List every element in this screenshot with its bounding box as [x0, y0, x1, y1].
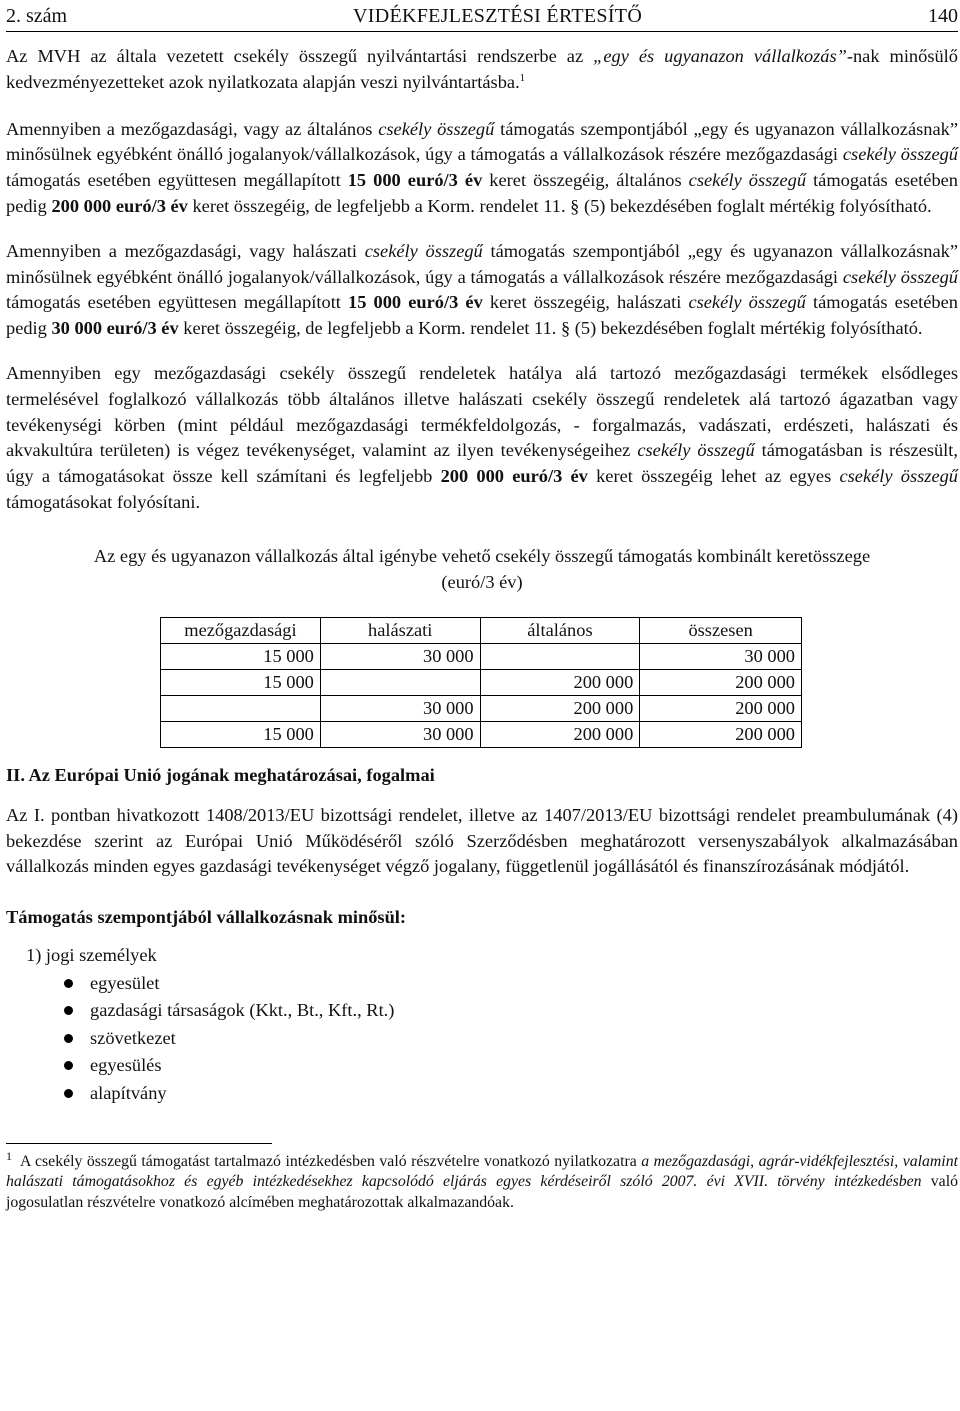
- text-run: támogatás esetében együttesen megállapított: [6, 292, 349, 313]
- table-cell: 15 000: [161, 721, 321, 747]
- emphasis-run: csekély összegű: [637, 440, 755, 461]
- page-number: 140: [928, 5, 958, 27]
- text-run: Az MVH az általa vezetett csekély összegű nyilvántartási rendszerbe az: [6, 46, 594, 66]
- table-cell: 30 000: [640, 643, 802, 669]
- text-run: keret összegéig, általános: [482, 170, 689, 191]
- table-cell: 200 000: [480, 695, 640, 721]
- paragraph-combined: [6, 361, 958, 516]
- table-header-row: [161, 617, 802, 643]
- table-cell: [480, 643, 640, 669]
- text-run: Amennyiben egy mezőgazdasági csekély összegű rendeletek hatálya alá tartozó mezőgazdasági termékek elsődleges termelésével foglalkozó vállalkozás több általános illetve halászati csekély összegű rendeletek alá tartozó ágazatban vagy tevékenységi körben (mint például mezőgazdasági termékfeldolgozás, - forgalmazás, vadászati, erdészeti, halászati és akvakultúra területen) is végez tevékenységet, valamint az ilyen tevékenységeihez: [6, 362, 958, 461]
- text-run: való jogosulatlan részvételre vonatkozó alcímében meghatározottak alkalmazandóak.: [6, 1173, 958, 1211]
- list-item-label: gazdasági társaságok (Kkt., Bt., Kft., Rt.): [90, 1000, 395, 1021]
- table-cell: 15 000: [161, 643, 321, 669]
- text-run: keret összegéig, de legfeljebb a Korm. rendelet 11. § (5) bekezdésében foglalt mértékig folyósítható.: [178, 318, 923, 339]
- table-cell: 200 000: [640, 695, 802, 721]
- list-item: [64, 1025, 958, 1053]
- bold-amount: 15 000 euró/3 év: [347, 170, 483, 191]
- text-run: támogatás szempontjából „egy és ugyanazon vállalkozásnak” minősülnek egyébként önálló jogalanyok/vállalkozások, úgy a támogatás a vállalkozások részére mezőgazdasági: [6, 118, 958, 165]
- table-cell: [320, 669, 480, 695]
- table-cell: 30 000: [320, 721, 480, 747]
- intro-paragraph: [6, 44, 958, 96]
- text-run: támogatás esetében együttesen megállapított: [6, 170, 348, 191]
- table-cell: 200 000: [480, 721, 640, 747]
- table-cell: 30 000: [320, 695, 480, 721]
- emphasis-run: a mezőgazdasági, agrár-vidékfejlesztési, valamint halászati támogatásokhoz és egyéb intézkedésekhez kapcsolódó eljárás egyes kérdéseiről szóló 2007. évi XVII. törvény intézkedésben: [6, 1153, 958, 1191]
- table-row: [161, 643, 802, 669]
- bullet-icon: [64, 1061, 73, 1070]
- combined-limit-table: [160, 617, 802, 748]
- bold-amount: 30 000 euró/3 év: [51, 318, 179, 339]
- entity-bullet-list: [6, 970, 958, 1108]
- table-cell: [161, 695, 321, 721]
- table-cell: 30 000: [320, 643, 480, 669]
- list-item: [64, 970, 958, 998]
- table-row: [161, 721, 802, 747]
- emphasis-run: csekély összegű: [842, 144, 958, 165]
- paragraph-eu-definition: Az I. pontban hivatkozott 1408/2013/EU bizottsági rendelet, illetve az 1407/2013/EU bizottsági rendelet preambulumának (4) bekezdése szerint az Európai Unió Működéséről szóló Szerződésben meghatározott versenyszabályok alkalmazásában vállalkozás minden egyes gazdasági tevékenységet végző jogalany, függetlenül jogállásától és finanszírozásának módjától.: [6, 804, 958, 877]
- bold-amount: 200 000 euró/3 év: [51, 195, 188, 216]
- list-item: [64, 997, 958, 1025]
- bullet-icon: [64, 1034, 73, 1043]
- subsection-heading: Támogatás szempontjából vállalkozásnak minősül:: [6, 907, 407, 928]
- emphasis-run: csekély összegű: [839, 466, 959, 487]
- paragraph-agri-general: [6, 117, 958, 220]
- text-run: A csekély összegű támogatást tartalmazó intézkedésben való részvételre vonatkozó nyilatkozatra: [20, 1153, 642, 1171]
- list-item: [64, 1080, 958, 1108]
- table-cell: 200 000: [640, 669, 802, 695]
- emphasis-run: csekély összegű: [378, 118, 495, 139]
- table-cell: 200 000: [640, 721, 802, 747]
- text-run: támogatásban is részesült, úgy a támogatásokat össze kell számítani és legfeljebb: [6, 440, 958, 487]
- table-caption-line: Az egy és ugyanazon vállalkozás által igénybe vehető csekély összegű támogatás kombinált keretösszege: [93, 545, 871, 566]
- text-run: keret összegéig, halászati: [482, 292, 689, 313]
- column-header: összesen: [640, 617, 802, 643]
- issue-number: 2. szám: [6, 5, 68, 27]
- emphasis-run: csekély összegű: [688, 292, 806, 313]
- table-row: [161, 669, 802, 695]
- text-run: Amennyiben a mezőgazdasági, vagy halászati: [6, 240, 365, 261]
- column-header: halászati: [320, 617, 480, 643]
- table-caption: [6, 543, 958, 595]
- text-run: támogatás esetében pedig: [6, 292, 958, 339]
- list-item-label: szövetkezet: [90, 1027, 176, 1048]
- list-item-label: egyesülés: [90, 1055, 162, 1076]
- list-item-label: egyesület: [90, 972, 160, 993]
- table-caption-unit: (euró/3 év): [441, 571, 523, 592]
- bullet-icon: [64, 1006, 73, 1015]
- section-heading: II. Az Európai Unió jogának meghatározásai, fogalmai: [6, 764, 435, 785]
- emphasis-run: csekély összegű: [364, 240, 483, 261]
- bold-amount: 15 000 euró/3 év: [348, 292, 483, 313]
- bullet-icon: [64, 1089, 73, 1098]
- text-run: támogatás szempontjából „egy és ugyanazon vállalkozásnak” minősülnek egyébként önálló jogalanyok/vállalkozások, úgy a támogatás a vállalkozások részére mezőgazdasági: [6, 240, 958, 287]
- text-run: Amennyiben a mezőgazdasági, vagy az általános: [6, 118, 379, 139]
- journal-title: VIDÉKFEJLESZTÉSI ÉRTESÍTŐ: [353, 5, 643, 27]
- bullet-icon: [64, 979, 73, 988]
- table-cell: 200 000: [480, 669, 640, 695]
- bold-amount: 200 000 euró/3 év: [440, 466, 588, 487]
- emphasis-run: „egy és ugyanazon vállalkozás”: [593, 46, 847, 66]
- column-header: mezőgazdasági: [161, 617, 321, 643]
- column-header: általános: [480, 617, 640, 643]
- numbered-list-item: 1) jogi személyek: [26, 945, 157, 966]
- text-run: keret összegéig, de legfeljebb a Korm. rendelet 11. § (5) bekezdésében foglalt mértékig folyósítható.: [187, 195, 932, 216]
- footnote-divider: [6, 1143, 272, 1144]
- text-run: támogatás esetében pedig: [6, 170, 958, 216]
- table-row: [161, 695, 802, 721]
- text-run: keret összegéig lehet az egyes: [587, 466, 840, 487]
- text-run: támogatásokat folyósítani.: [6, 491, 201, 512]
- list-item: [64, 1052, 958, 1080]
- footnote: [6, 1148, 958, 1213]
- footnote-number: 1: [6, 1148, 12, 1163]
- emphasis-run: csekély összegű: [688, 170, 807, 191]
- page-header: [6, 0, 958, 32]
- footnote-reference[interactable]: 1: [519, 71, 526, 84]
- list-item-label: alapítvány: [90, 1082, 167, 1103]
- paragraph-agri-fishery: [6, 239, 958, 342]
- emphasis-run: csekély összegű: [842, 266, 958, 287]
- table-cell: 15 000: [161, 669, 321, 695]
- text-run: -nak minősülő kedvezményezetteket azok nyilatkozata alapján veszi nyilvántartásba.: [6, 46, 958, 92]
